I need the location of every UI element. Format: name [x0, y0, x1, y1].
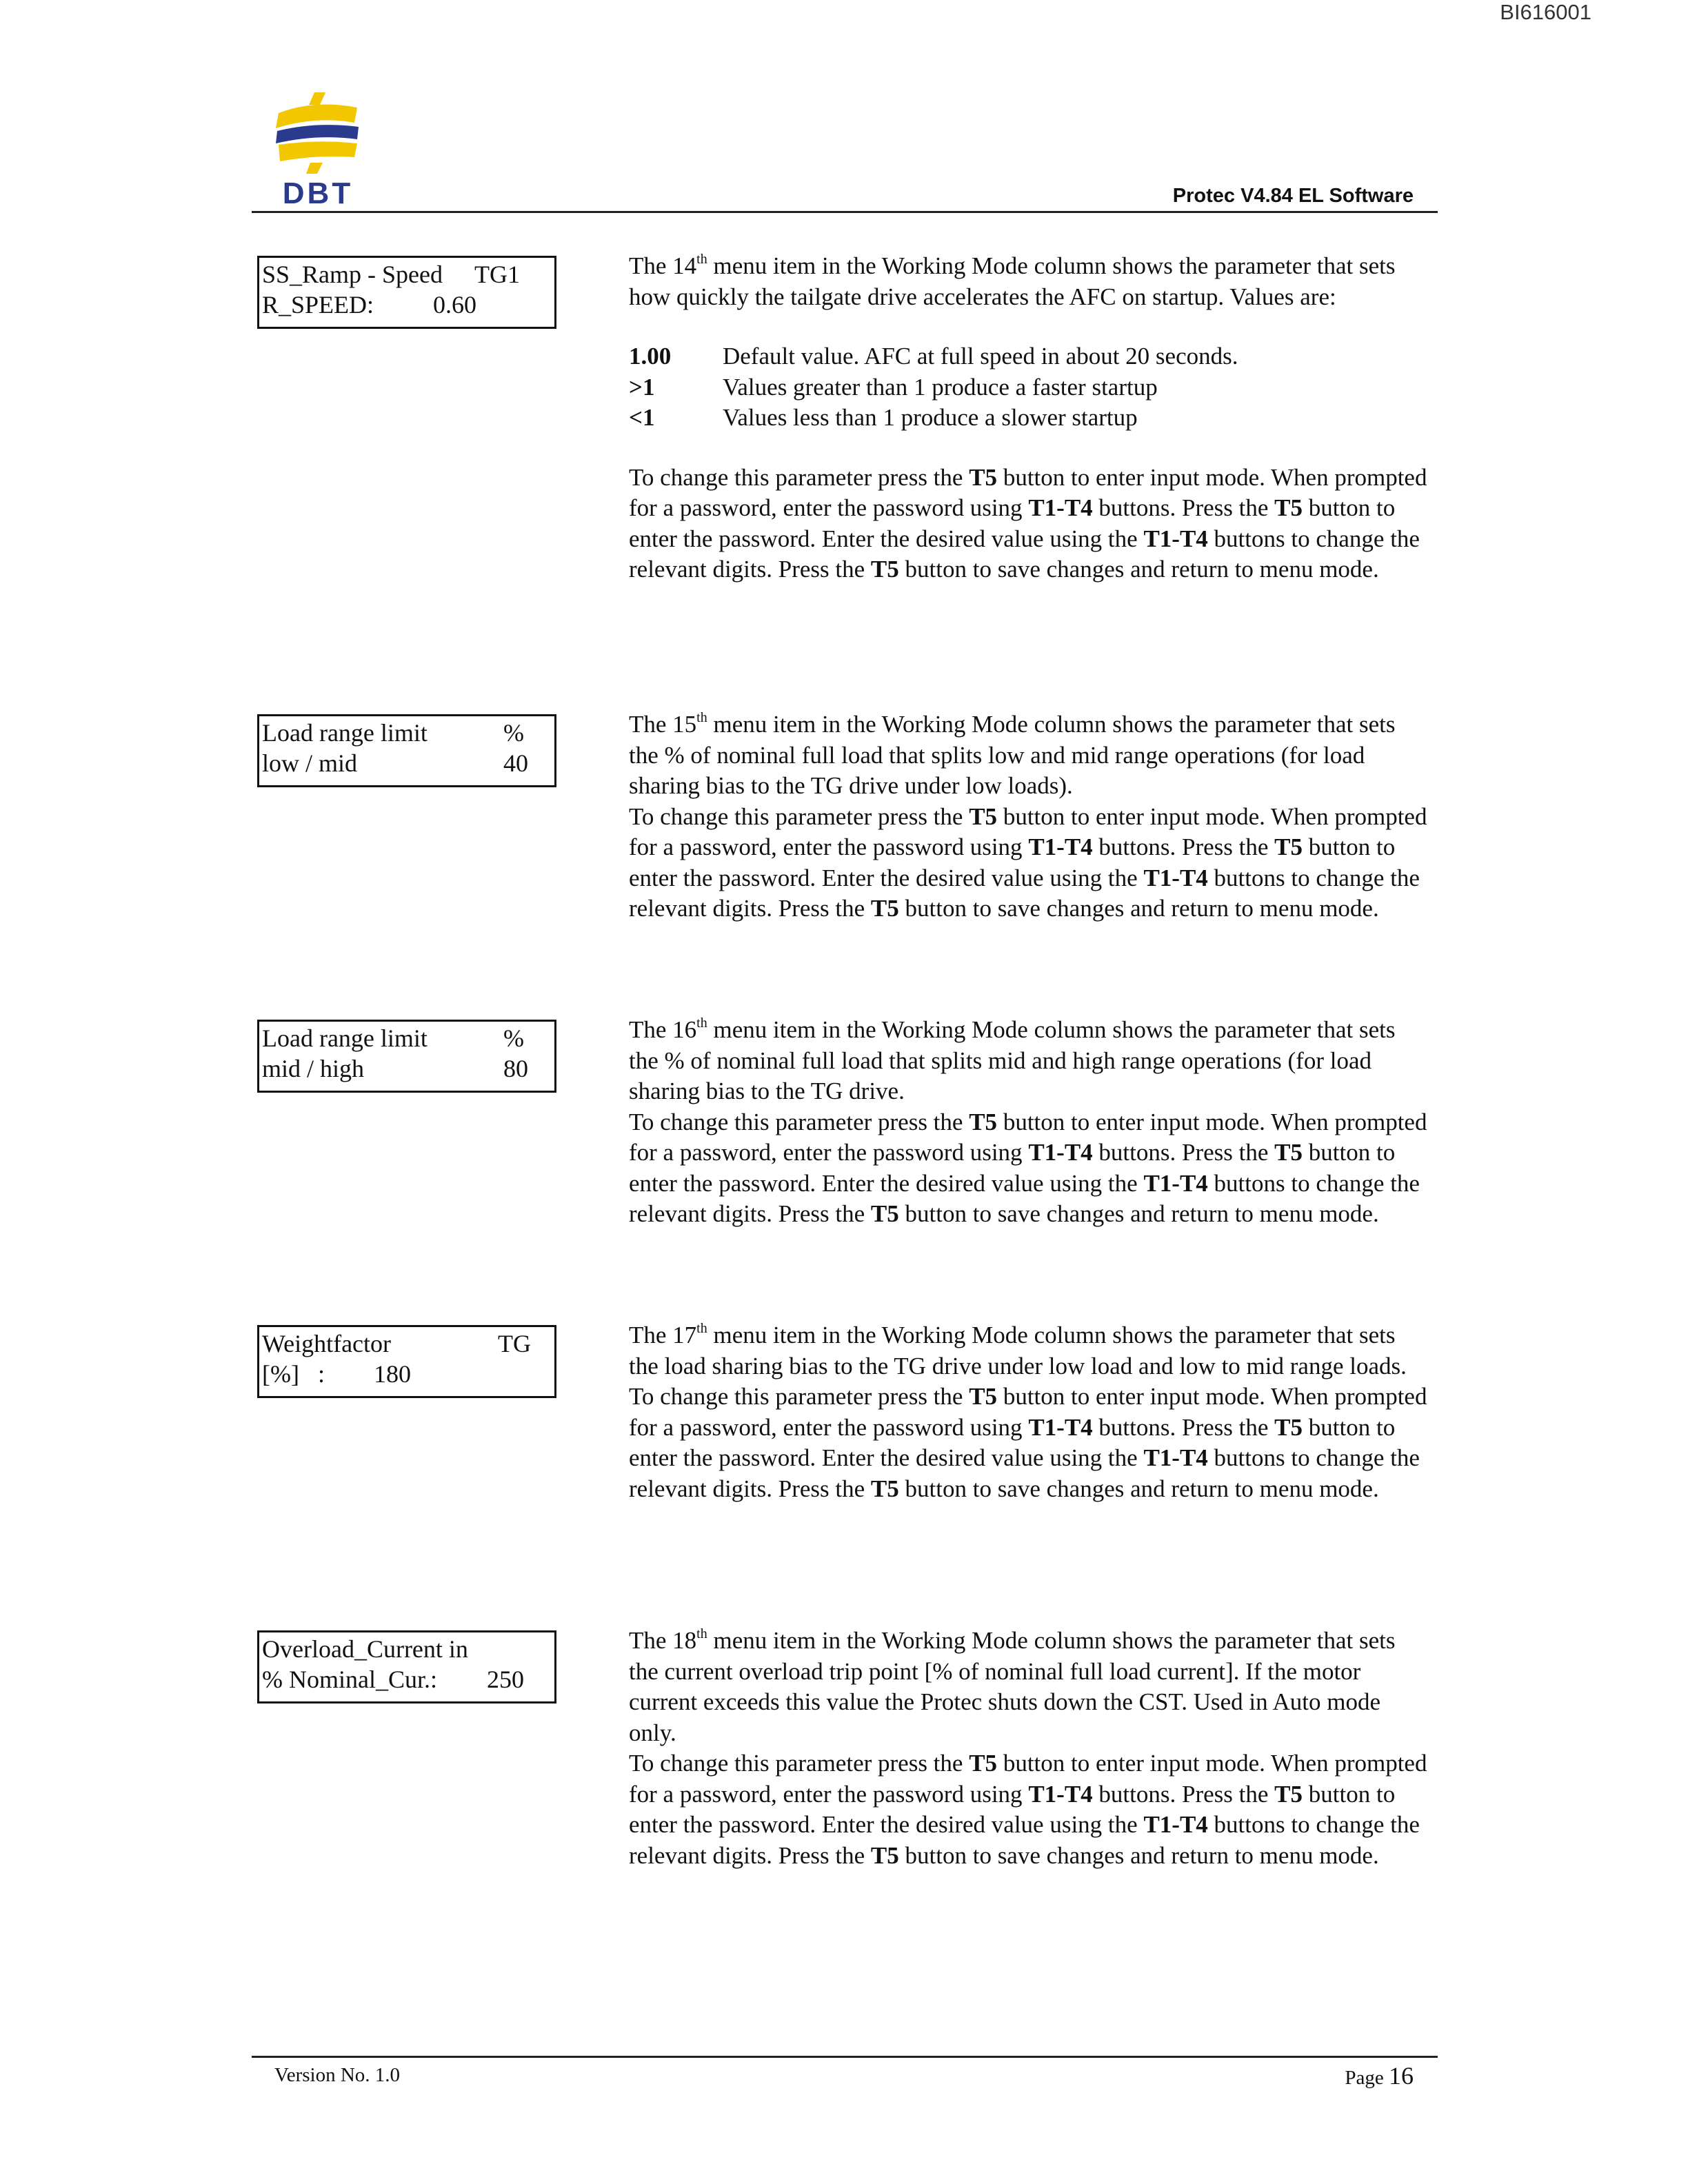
display-line1-label: Overload_Current in [262, 1635, 468, 1663]
section-intro: The 18th menu item in the Working Mode column shows the parameter that sets the current overload trip point [% of nominal full load current]. If the motor current exceeds this value the Protec shuts down the CST. Used in Auto mode only. [629, 1626, 1396, 1746]
page-number: 16 [1389, 2062, 1414, 2090]
section-intro: The 16th menu item in the Working Mode column shows the parameter that sets the % of nominal full load that splits mid and high range operations (for load sharing bias to the TG drive. [629, 1015, 1396, 1104]
document-id: BI616001 [1500, 0, 1591, 24]
display-line2-value: 180 [374, 1360, 411, 1388]
display-box [257, 714, 556, 787]
dbt-logo-icon [273, 88, 363, 176]
display-line2-label: low / mid [262, 749, 358, 777]
footer-rule [252, 2056, 1438, 2058]
value-row: 1.00 Default value. AFC at full speed in about 20 seconds. [629, 343, 1238, 370]
display-box [257, 1325, 556, 1398]
value-list [629, 341, 1429, 434]
display-line1-value: TG1 [474, 261, 520, 288]
display-line1-label: SS_Ramp - Speed [262, 261, 443, 288]
section-intro: The 15th menu item in the Working Mode column shows the parameter that sets the % of nominal full load that splits low and mid range operations (for load sharing bias to the TG drive under low loads). [629, 710, 1396, 799]
footer-page [1241, 2061, 1414, 2090]
display-line2-value: 0.60 [433, 291, 476, 318]
display-line2-value: 80 [503, 1055, 528, 1082]
section-intro: The 17th menu item in the Working Mode column shows the parameter that sets the load sharing bias to the TG drive under low load and low to mid range loads. [629, 1321, 1407, 1379]
logo-text: DBT [282, 176, 354, 210]
display-line1-label: Load range limit [262, 719, 428, 747]
section-description [629, 1015, 1429, 1230]
section-description [629, 709, 1429, 924]
page-label: Page [1345, 2067, 1384, 2089]
section-description [629, 1320, 1429, 1504]
display-box [257, 1020, 556, 1093]
value-row: <1 Values less than 1 produce a slower startup [629, 404, 1138, 431]
change-instructions: To change this parameter press the T5 button to enter input mode. When prompted for a password, enter the password using T1-T4 buttons. Press the T5 button to enter the password. Enter the desired value using the T1-T4 buttons to change the relevant digits. Press the T5 button to save changes and return to menu mode. [629, 463, 1427, 583]
display-line2-value: 40 [503, 749, 528, 777]
dbt-logo [273, 88, 363, 212]
change-instructions: To change this parameter press the T5 button to enter input mode. When prompted for a password, enter the password using T1-T4 buttons. Press the T5 button to enter the password. Enter the desired value using the T1-T4 buttons to change the relevant digits. Press the T5 button to save changes and return to menu mode. [629, 1108, 1427, 1227]
section-description [629, 1626, 1429, 1871]
display-line2-label: % Nominal_Cur.: [262, 1666, 437, 1693]
change-instructions: To change this parameter press the T5 button to enter input mode. When prompted for a password, enter the password using T1-T4 buttons. Press the T5 button to enter the password. Enter the desired value using the T1-T4 buttons to change the relevant digits. Press the T5 button to save changes and return to menu mode. [629, 1750, 1427, 1869]
display-line2-value: 250 [487, 1666, 524, 1693]
change-instructions: To change this parameter press the T5 button to enter input mode. When prompted for a password, enter the password using T1-T4 buttons. Press the T5 button to enter the password. Enter the desired value using the T1-T4 buttons to change the relevant digits. Press the T5 button to save changes and return to menu mode. [629, 1383, 1427, 1502]
display-line2-label: R_SPEED: [262, 291, 374, 318]
display-line1-value: % [503, 719, 524, 747]
header-title: Protec V4.84 EL Software [1172, 185, 1414, 207]
display-box [257, 256, 556, 329]
display-line2-label: mid / high [262, 1055, 365, 1082]
display-line1-value: % [503, 1024, 524, 1052]
value-row: >1 Values greater than 1 produce a faster startup [629, 373, 1158, 401]
display-line1-label: Load range limit [262, 1024, 428, 1052]
change-instructions: To change this parameter press the T5 button to enter input mode. When prompted for a password, enter the password using T1-T4 buttons. Press the T5 button to enter the password. Enter the desired value using the T1-T4 buttons to change the relevant digits. Press the T5 button to save changes and return to menu mode. [629, 802, 1427, 922]
header-rule [252, 211, 1438, 213]
section-description [629, 251, 1429, 585]
display-line1-value: TG [498, 1330, 531, 1357]
footer-version: Version No. 1.0 [274, 2064, 401, 2086]
section-intro: The 14th menu item in the Working Mode column shows the parameter that sets how quickly the tailgate drive accelerates the AFC on startup. Values are: [629, 252, 1396, 310]
display-line1-label: Weightfactor [262, 1330, 392, 1357]
display-box [257, 1630, 556, 1703]
display-line2-label: [%] : [262, 1360, 325, 1388]
